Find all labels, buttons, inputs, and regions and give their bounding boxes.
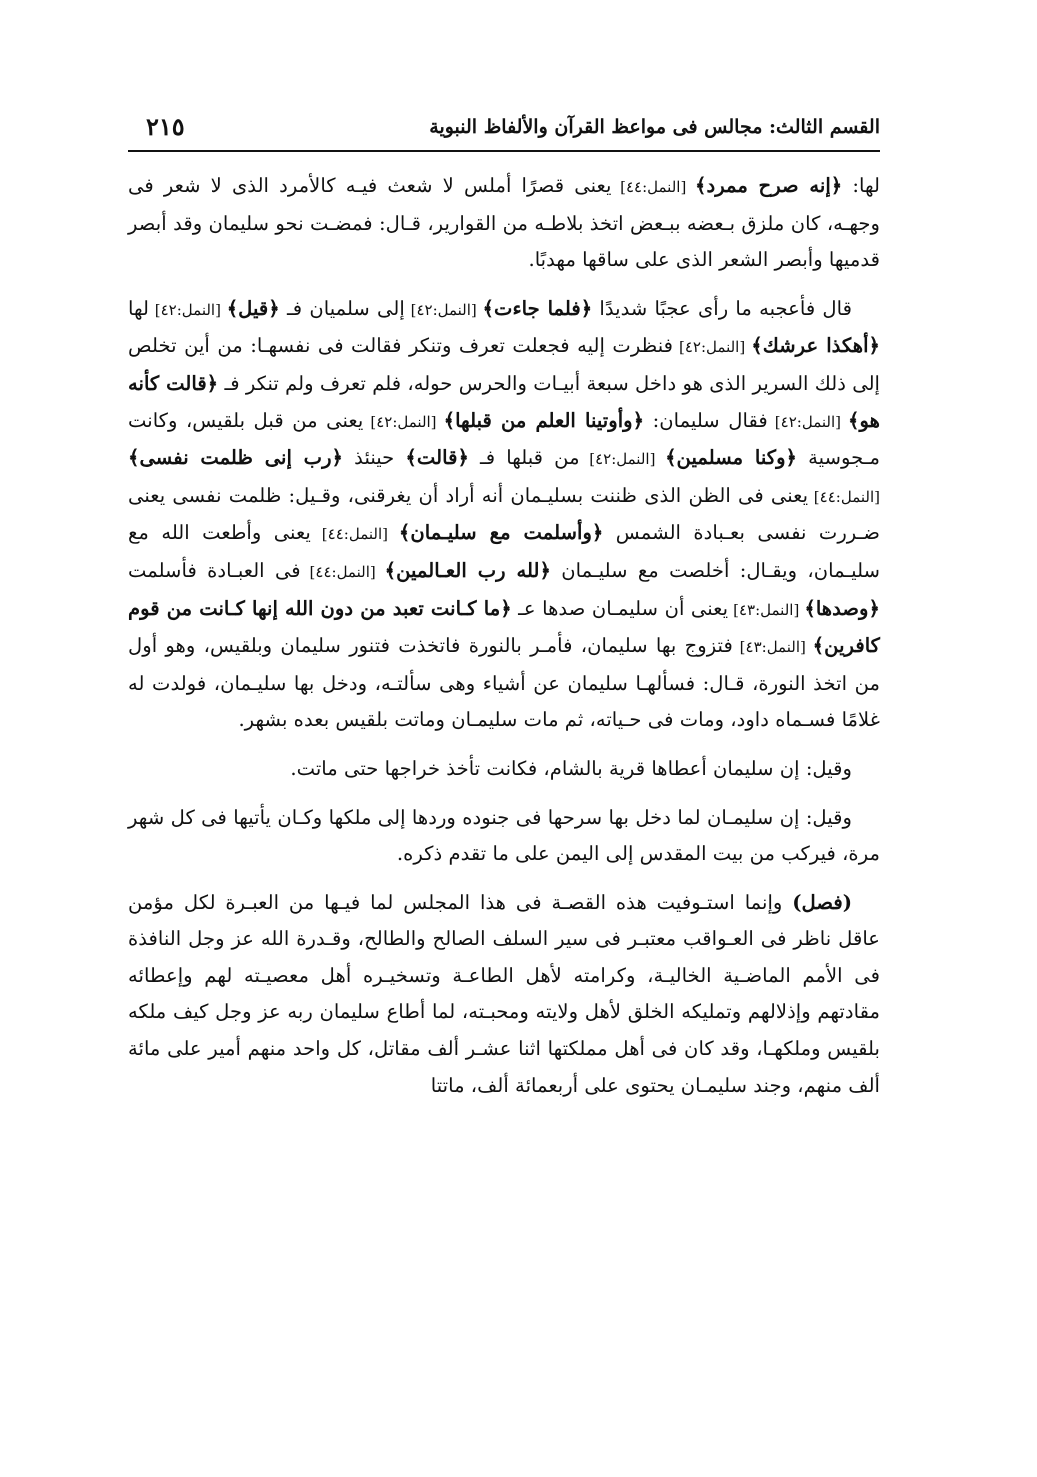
quran-quote: ﴿رب إنى ظلمت نفسى﴾ [128, 446, 344, 470]
text-run: وإنما استـوفيت هذه القصـة فى هذا المجلس لما فيـها من العبـرة لكل مؤمن عاقل ناظر فى العـواقب معتبـر فى سير السلف الصالح والطالح، وقـدرة الله عز وجل النافذة فى الأمم الماضـية الخاليـة، وكرامته لأهل الطاعـة وتسخيـره أهل معصيـته لهم وإعطائه مقادتهم وإذلالهم وتمليكه الخلق لأهل ولايته ومحبـته، لما أطاع سليمان ربه عز وجل كيف ملكه بلقيس وملكهـا، وقد كان فى أهل مملكتها اثنا عشـر ألف مقاتل، كل واحد منهم أمير على مائة ألف منهم، وجند سليمـان يحتوى على أربعمائة ألف، ماتتا [128, 890, 880, 1097]
section-label: القسم الثالث: [769, 116, 880, 138]
text-run: حينئذ [343, 446, 406, 470]
paragraph-4: وقيل: إن سليمـان لما دخل بها سرحها فى جنوده وردها إلى ملكها وكـان يأتيها فى كل شهر مرة، فيركب من بيت المقدس إلى اليمن على ما تقدم ذكره. [128, 805, 880, 866]
verse-reference: [النمل:٤٤] [611, 178, 695, 196]
quran-quote: ﴿لله رب العـالمين﴾ [384, 558, 551, 582]
quran-quote: ﴿أهكذا عرشك﴾ [751, 334, 881, 358]
text-run: قال فأعجبه ما رأى عجبًا شديدًا [592, 296, 852, 320]
paragraph-5 [128, 885, 880, 1105]
quran-quote: ﴿قالت﴾ [405, 446, 469, 470]
verse-reference: [النمل:٤٢] [673, 338, 752, 357]
verse-reference: [النمل:٤٤] [808, 487, 880, 506]
running-header [128, 112, 880, 152]
text-run: يعنى قصرًا أملس لا شعث فيـه كالأمرد الذى لا شعر فى وجهـه، كان ملزق بـعضه ببـعض اتخذ بلاطـه من القوارير، قـال: فمضـت نحو سليمان وقد أبصر قدميها وأبصر الشعر الذى على ساقها مهدبًا. [128, 174, 880, 272]
page-number: ٢١٥ [146, 112, 185, 141]
quran-quote: ﴿قيل﴾ [226, 296, 280, 320]
section-title: مجالس فى مواعظ القرآن والألفاظ النبوية [429, 116, 763, 138]
paragraph-2 [128, 291, 880, 739]
section-heading [429, 112, 880, 142]
text-run: يعنى فى الظن الذى ظننت بسليـمان أنه أراد أن يغرقنى، وقـيل: ظلمت نفسى يعنى ضـررت نفسى بعـبادة الشمس [128, 483, 880, 545]
text-run: لها: [842, 174, 880, 197]
quran-quote: ﴿قالت كأنه هو﴾ [128, 371, 880, 432]
text-run: فنظرت إليه فجعلت تعرف وتنكر فقالت فى نفسهـا: من أين تخلص إلى ذلك السرير الذى هو داخل سبعة أبيـات والحرس حوله، فلم تعرف ولم تنكر فـ [128, 334, 880, 395]
quran-quote: ﴿وأوتينا العلم من قبلها﴾ [443, 408, 645, 432]
paragraph-3: وقيل: إن سليمان أعطاها قرية بالشام، فكانت تأخذ خراجها حتى ماتت. [290, 756, 852, 780]
verse-reference: [النمل:٤٤] [310, 525, 399, 544]
text-run: لها [128, 296, 149, 320]
verse-reference: [النمل:٤٢] [404, 300, 483, 319]
text-run: فتزوج بها سليمان، فأمـر بالنورة فاتخذت فتنور سليمان وبلقيس، وهو أول من اتخذ النورة، قـال: فسألهـا سليمان عن أشياء وهى سألتـه، ودخل بها سليـمان، فولدت له غلامًا فسـماه داود، ومات فى حـياته، ثم مات سليمـان وماتت بلقيس بعده بشهر. [128, 634, 880, 732]
text-run: يعنى أن سليمـان صدها عـ [511, 596, 729, 620]
quran-quote: ﴿وأسلمت مع سليـمان﴾ [398, 521, 604, 545]
quran-quote: ﴿وصدها﴾ [804, 596, 880, 620]
paragraph-1 [128, 168, 880, 279]
quran-quote: ﴿فلما جاءت﴾ [482, 296, 593, 320]
text-run: فى العبـادة فأسلمت [128, 558, 301, 582]
text-run: من قبلها فـ [468, 446, 580, 470]
verse-reference: [النمل:٤٣] [728, 600, 805, 619]
quran-quote: ﴿إنه صرح ممرد﴾ [694, 174, 843, 197]
section-lead: (فصل) [792, 890, 852, 914]
verse-reference: [النمل:٤٢] [148, 300, 227, 319]
text-run: يعنى من قبل بلقيس، وكانت مـجوسية [128, 408, 881, 470]
text-run: إلى سلميان فـ [279, 296, 405, 320]
verse-reference: [النمل:٤٤] [300, 562, 385, 581]
quran-quote: ﴿ما كـانت تعبد من دون الله إنها كـانت من قوم كافرين﴾ [128, 596, 880, 658]
quran-quote: ﴿وكنا مسلمين﴾ [665, 446, 798, 470]
body-text [128, 168, 880, 1116]
verse-reference: [النمل:٤٢] [767, 412, 849, 431]
verse-reference: [النمل:٤٢] [363, 412, 444, 431]
text-run: فقال سليمان: [644, 408, 768, 432]
text-run: يعنى وأطعت الله مع سليـمان، ويقـال: أخلصت مع سليـمان [128, 521, 880, 582]
verse-reference: [النمل:٤٣] [732, 638, 813, 657]
verse-reference: [النمل:٤٢] [579, 450, 666, 469]
header-rule [128, 150, 880, 152]
